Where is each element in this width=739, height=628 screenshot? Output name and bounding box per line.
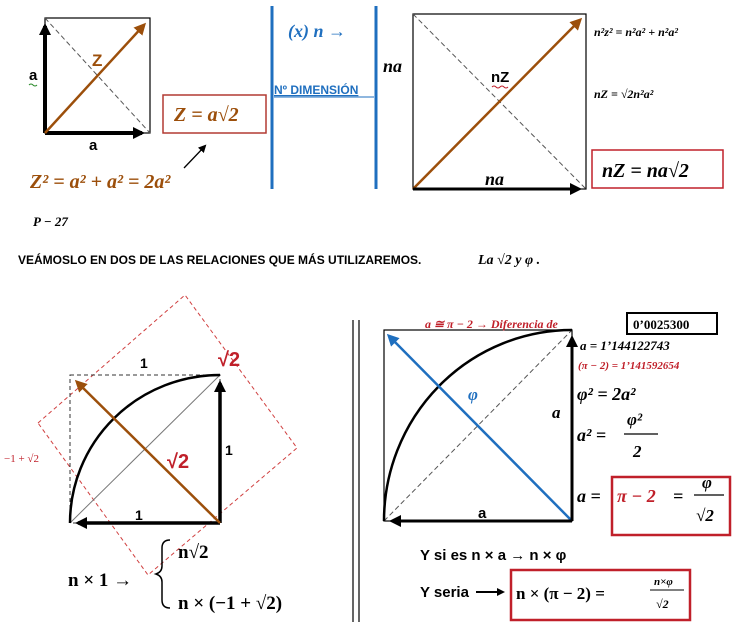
line-1: Y si es n × a → n × φ [420, 547, 567, 564]
side-label-right: a [552, 403, 561, 422]
spell-underline [29, 84, 37, 86]
approx-label: a ≅ π − 2 → Diferencia de [425, 317, 558, 331]
brace [156, 540, 170, 608]
line-2-boxed-lhs: n × (π − 2) = [516, 584, 605, 603]
equation-1: φ² = 2a² [577, 384, 636, 404]
dimension-label: Nº DIMENSIÓN [274, 83, 359, 97]
bottom-left-figure [4, 295, 297, 614]
top-right-figure [383, 14, 723, 189]
equation-3-equals: = [673, 486, 684, 506]
outer-sqrt2-label: √2 [218, 349, 241, 371]
pointer-arrow [184, 146, 205, 168]
side-label-bottom: a [478, 505, 487, 522]
line-2-numerator: n×φ [654, 576, 673, 588]
right-side-label: 1 [225, 442, 233, 458]
diagonal-arrow-z [45, 25, 144, 133]
page-reference: P − 27 [33, 214, 68, 229]
rotated-square [38, 295, 297, 575]
diagonal-label-nz: nZ [491, 69, 510, 86]
middle-column [272, 6, 376, 189]
diagonal-sqrt2-label: √2 [167, 451, 190, 473]
case-2: n × (−1 + √2) [178, 593, 283, 614]
phi-arrow [389, 336, 572, 521]
boxed-formula: nZ = na√2 [602, 160, 689, 182]
equation-2-denominator: 2 [633, 442, 642, 461]
line-2-prefix: Y seria [420, 584, 469, 601]
boxed-formula: Z = a√2 [174, 104, 239, 126]
diagonal-arrow-nz [413, 20, 580, 189]
negative-label: −1 + √2 [4, 453, 39, 465]
equation-3-lhs: a = [577, 486, 601, 506]
spell-underline [492, 86, 508, 88]
side-label-bottom: a [89, 137, 98, 154]
phi-label: φ [468, 385, 478, 404]
lead-expression: n × 1 → [68, 570, 133, 591]
formula-1: n²z² = n²a² + n²a² [594, 25, 678, 39]
pi-minus-2-value: (π − 2) = 1’141592654 [578, 360, 680, 372]
line-2-denominator: √2 [656, 597, 669, 611]
case-1: n√2 [178, 542, 209, 563]
equation-2-lhs: a² = [577, 425, 607, 445]
equation-2-numerator: φ² [627, 410, 643, 429]
side-label-left: na [383, 56, 403, 76]
bottom-side-label: 1 [135, 507, 143, 523]
equation-3-denominator: √2 [696, 506, 714, 525]
equation-3-numerator: φ [702, 473, 712, 492]
heading-text: VEÁMOSLO EN DOS DE LAS RELACIONES QUE MÁS UTILIZAREMOS. [18, 253, 422, 267]
a-value: a = 1’144122743 [580, 338, 670, 353]
formula-2: nZ = √2n²a² [594, 87, 654, 101]
diagonal-label-z: Z [92, 51, 103, 70]
operation-label: (x) n → [288, 21, 346, 41]
diagonal-arrow [77, 382, 220, 523]
heading-tail: La √2 y φ . [478, 253, 541, 268]
bottom-right-figure [384, 313, 730, 620]
top-side-label: 1 [140, 355, 148, 371]
equation-3-mid: π − 2 [617, 486, 656, 506]
side-label-bottom: na [485, 169, 505, 189]
side-label-left: a [29, 67, 38, 84]
top-left-figure [29, 18, 266, 193]
difference-value: 0’0025300 [633, 317, 690, 332]
pythagoras-formula: Z² = a² + a² = 2a² [30, 171, 171, 193]
